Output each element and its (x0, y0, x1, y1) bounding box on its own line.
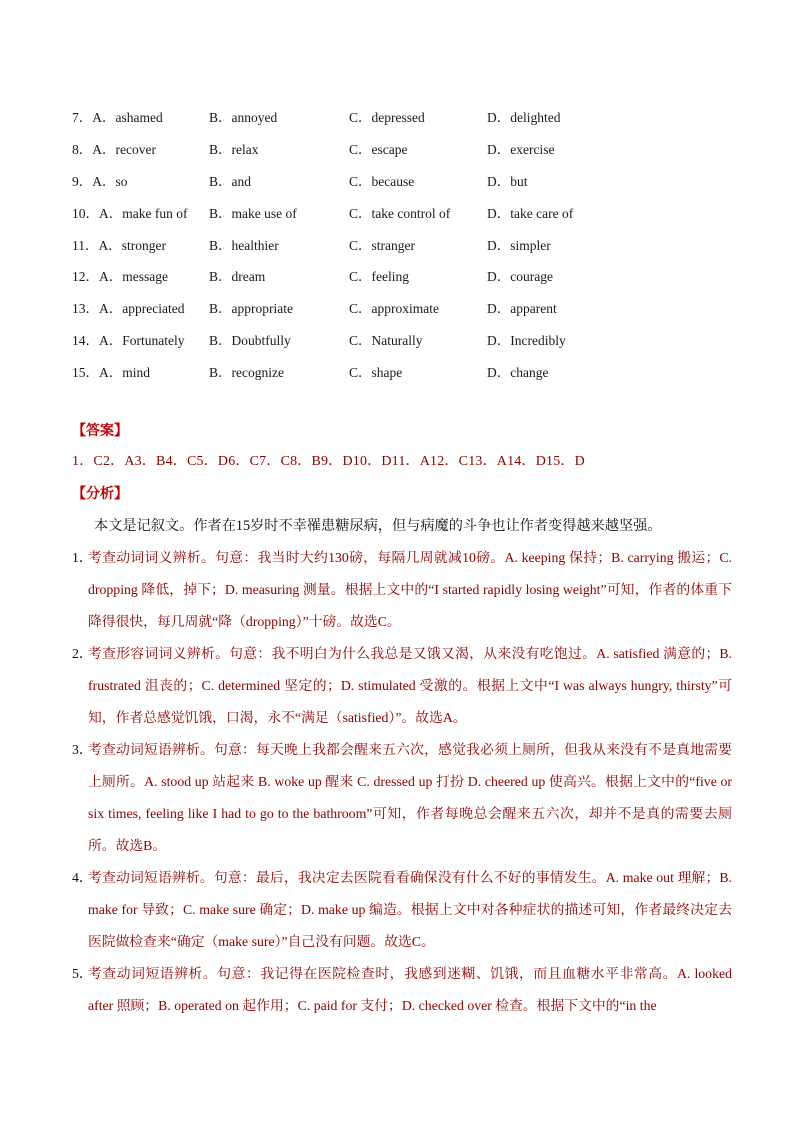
question-number: 11． (72, 237, 99, 253)
analysis-text: 考查形容词词义辨析。句意：我不明白为什么我总是又饿又渴，从来没有吃饱过。A. satisfied 满意的；B. frustrated 沮丧的；C. determined 坚定的；D. stimulated 受激的。根据上文中“I was always hungry, thirsty”可知，作者总感觉饥饿，口渴，永不“满足（satisfied）”。故选A。 (88, 646, 732, 725)
question-option-row (72, 196, 752, 228)
option-d: D．simpler (487, 237, 551, 253)
question-option-row (72, 164, 752, 196)
option-d: D．exercise (487, 141, 555, 157)
option-c: C．escape (349, 141, 408, 157)
answer-key: 1．C2．A3．B4．C5．D6．C7．C8．B9．D10．D11．A12．C13．A14．D15．D (72, 454, 585, 469)
analysis-list (72, 542, 732, 1022)
option-a (72, 234, 209, 254)
question-number: 13． (72, 301, 99, 317)
option-a (72, 106, 209, 126)
analysis-text: 考查动词词义辨析。句意：我当时大约130磅，每隔几周就减10磅。A. keeping 保持；B. carrying 搬运；C. dropping 降低，掉下；D. measuring 测量。根据上文中的“I started rapidly losing weight”可知，作者的体重下降得很快，每几周就“降（dropping）”十磅。故选C。 (88, 550, 732, 629)
analysis-item (72, 734, 732, 862)
answer-heading: 【答案】 (72, 424, 128, 439)
question-number: 14． (72, 333, 99, 349)
analysis-text: 考查动词短语辨析。句意：我记得在医院检查时，我感到迷糊、饥饿，而且血糖水平非常高。A. looked after 照顾；B. operated on 起作用；C. paid for 支付；D. checked over 检查。根据下文中的“in the (88, 966, 732, 1013)
option-d: D．courage (487, 269, 553, 285)
option-c: C．depressed (349, 109, 425, 125)
question-number: 8． (72, 141, 93, 157)
option-d: D．change (487, 365, 549, 381)
option-text: A．mind (99, 365, 151, 381)
option-b: B．annoyed (209, 109, 278, 125)
options-list (72, 100, 752, 387)
option-a (72, 329, 209, 349)
option-b: B．Doubtfully (209, 333, 291, 349)
option-b: B．dream (209, 269, 266, 285)
analysis-number: 3． (72, 742, 93, 757)
option-a (72, 297, 209, 317)
option-c: C．take control of (349, 205, 451, 221)
question-option-row (72, 355, 752, 387)
question-option-row (72, 259, 752, 291)
option-text: A．Fortunately (99, 333, 185, 349)
analysis-item (72, 638, 732, 734)
option-b: B．and (209, 173, 251, 189)
option-c: C．because (349, 173, 415, 189)
option-d: D．Incredibly (487, 333, 566, 349)
option-a (72, 170, 209, 190)
option-b: B．relax (209, 141, 259, 157)
option-text: A．make fun of (99, 205, 188, 221)
option-c: C．approximate (349, 301, 439, 317)
question-option-row (72, 228, 752, 260)
option-c: C．stranger (349, 237, 415, 253)
analysis-number: 5． (72, 966, 93, 981)
option-d: D．but (487, 173, 528, 189)
option-c: C．shape (349, 365, 403, 381)
analysis-number: 4． (72, 870, 93, 885)
analysis-heading: 【分析】 (72, 487, 128, 502)
option-text: A．so (92, 173, 128, 189)
option-d: D．take care of (487, 205, 574, 221)
question-number: 12． (72, 269, 99, 285)
option-c: C．Naturally (349, 333, 423, 349)
option-text: A．message (99, 269, 168, 285)
question-number: 7． (72, 109, 93, 125)
option-a (72, 265, 209, 285)
question-number: 10． (72, 205, 99, 221)
option-b: B．make use of (209, 205, 297, 221)
option-d: D．delighted (487, 109, 561, 125)
analysis-number: 1． (72, 550, 93, 565)
question-option-row (72, 291, 752, 323)
analysis-text: 考查动词短语辨析。句意：最后，我决定去医院看看确保没有什么不好的事情发生。A. make out 理解；B. make for 导致；C. make sure 确定；D. make up 编造。根据上文中对各种症状的描述可知，作者最终决定去医院做检查来“确定（make sure）”自己没有问题。故选C。 (88, 870, 732, 949)
passage-summary: 本文是记叙文。作者在15岁时不幸罹患糖尿病，但与病魔的斗争也让作者变得越来越坚强。 (94, 518, 662, 534)
question-option-row (72, 100, 752, 132)
analysis-number: 2． (72, 646, 93, 661)
option-text: A．stronger (98, 237, 166, 253)
option-a (72, 138, 209, 158)
option-b: B．appropriate (209, 301, 293, 317)
option-text: A．appreciated (99, 301, 185, 317)
analysis-item (72, 958, 732, 1022)
question-number: 15． (72, 365, 99, 381)
option-a (72, 202, 209, 222)
option-c: C．feeling (349, 269, 409, 285)
option-text: A．ashamed (92, 109, 163, 125)
analysis-item (72, 862, 732, 958)
analysis-text: 考查动词短语辨析。句意：每天晚上我都会醒来五六次，感觉我必须上厕所，但我从来没有不是真地需要上厕所。A. stood up 站起来 B. woke up 醒来 C. dressed up 打扮 D. cheered up 使高兴。根据上文中的“five or six times, feeling like I had to go to the bathroom”可知，作者每晚总会醒来五六次，却并不是真的需要去厕所。故选B。 (88, 742, 732, 853)
option-d: D．apparent (487, 301, 557, 317)
option-text: A．recover (92, 141, 156, 157)
question-option-row (72, 323, 752, 355)
option-b: B．healthier (209, 237, 279, 253)
option-b: B．recognize (209, 365, 284, 381)
analysis-item (72, 542, 732, 638)
option-a (72, 361, 209, 381)
question-number: 9． (72, 173, 93, 189)
question-option-row (72, 132, 752, 164)
